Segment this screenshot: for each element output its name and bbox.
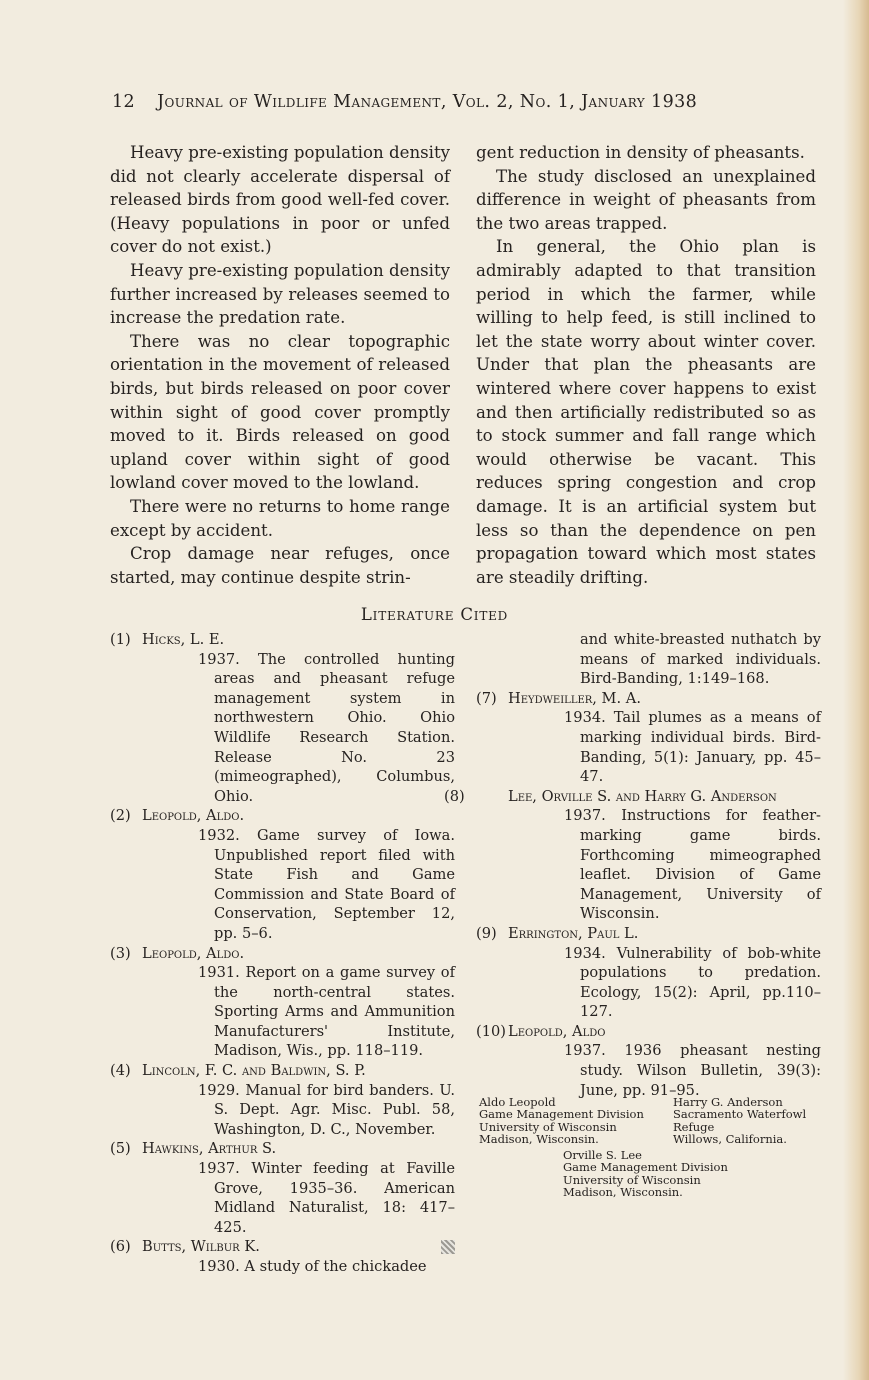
body-column-left <box>110 141 450 589</box>
reference-text: 1932. Game survey of Iowa. Unpublished report filed with State Fish and Game Commission and State Board of Conservation, September 12, pp. 5–6. <box>198 826 455 942</box>
references-column-left <box>110 630 455 1277</box>
reference-text: 1937. 1936 pheasant nesting study. Wilson Bulletin, 39(3): June, pp. 91–95. <box>564 1042 821 1099</box>
reference-author: Leopold, Aldo. <box>142 807 245 825</box>
reference-item <box>110 1139 455 1237</box>
reference-number: (3) <box>110 944 131 962</box>
page-edge-stain <box>843 0 869 1380</box>
body-paragraph: Crop damage near refuges, once started, may continue despite strin- <box>110 544 450 587</box>
body-paragraph: In general, the Ohio plan is admirably adapted to that transition period in which the farmer, while willing to help feed, is still inclined to let the state worry about winter cover. Under that plan the pheasants are wintered where cover happens to exist and then artificially redistributed so as to stock summer and fall range which would otherwise be vacant. This reduces spring congestion and crop damage. It is an artificial system but less so than the dependence on pen propagation toward which most states are steadily drifting. <box>476 237 816 587</box>
reference-item <box>110 1237 455 1276</box>
reference-item <box>476 1022 821 1100</box>
reference-number: (9) <box>476 924 497 942</box>
library-stamp-icon <box>441 1240 455 1254</box>
body-column-right <box>476 141 816 589</box>
reference-number: (7) <box>476 689 497 707</box>
body-paragraph: There was no clear topographic orientation in the movement of released birds, but birds released on poor cover within sight of good cover promptly moved to it. Birds released on good upland cover within sight of good lowland cover moved to the lowland. <box>110 331 450 493</box>
reference-number: (4) <box>110 1062 131 1080</box>
reference-text: 1930. A study of the chickadee <box>198 1258 427 1275</box>
reference-text: 1937. Winter feeding at Faville Grove, 1935–36. American Midland Naturalist, 18: 417–425. <box>198 1160 455 1236</box>
body-paragraph: Heavy pre-existing population density did not clearly accelerate dispersal of released birds from good well-fed cover. (Heavy populations in poor or unfed cover do not exist.) <box>110 143 450 257</box>
body-paragraph: The study disclosed an unexplained difference in weight of pheasants from the two areas trapped. <box>476 166 816 233</box>
reference-text: 1931. Report on a game survey of the north-central states. Sporting Arms and Ammunition Manufacturers' Institute, Madison, Wis., pp. 118–119. <box>198 964 455 1060</box>
reference-text: and white-breasted nuthatch by means of marked individuals. Bird-Banding, 1:149–168. <box>580 631 821 688</box>
reference-number: (5) <box>110 1140 131 1158</box>
reference-author: Butts, Wilbur K. <box>142 1238 260 1256</box>
author-signature-anderson: Harry G. Anderson Sacramento Waterfowl Refuge Willows, California. <box>673 1095 807 1147</box>
reference-item <box>110 944 455 1062</box>
reference-text: 1934. Vulnerability of bob-white populations to predation. Ecology, 15(2): April, pp.110–127. <box>564 944 821 1021</box>
page-number: 12 <box>112 92 136 112</box>
author-signature-leopold: Aldo Leopold Game Management Division University of Wisconsin Madison, Wisconsin. <box>479 1095 644 1147</box>
running-header <box>112 92 772 112</box>
reference-item <box>476 924 821 1022</box>
reference-author: Errington, Paul L. <box>508 924 639 942</box>
reference-author: Lincoln, F. C. and Baldwin, S. P. <box>142 1062 366 1080</box>
reference-author: Heydweiller, M. A. <box>508 689 641 707</box>
reference-text: 1937. The controlled hunting areas and pheasant refuge management system in northwestern Ohio. Ohio Wildlife Research Station. Release No. 23 (mimeographed), Columbus, Ohio. <box>198 650 455 805</box>
journal-title: Journal of Wildlife Management, Vol. 2, No. 1, January 1938 <box>157 92 698 112</box>
reference-text: 1937. Instructions for feather-marking game birds. Forthcoming mimeographed leaflet. Division of Game Management, University of Wisconsin. <box>564 807 821 923</box>
body-paragraph: There were no returns to home range except by accident. <box>110 496 450 540</box>
reference-number: (1) <box>110 631 131 648</box>
reference-author: Leopold, Aldo. <box>142 944 245 962</box>
body-paragraph: Heavy pre-existing population density further increased by releases seemed to increase the predation rate. <box>110 260 450 328</box>
reference-author: Leopold, Aldo <box>508 1022 606 1040</box>
reference-item <box>110 630 455 806</box>
reference-number: (8) <box>444 787 465 805</box>
reference-text: 1934. Tail plumes as a means of marking individual birds. Bird-Banding, 5(1): January, pp. 45–47. <box>564 709 821 786</box>
reference-author: Lee, Orville S. and Harry G. Anderson <box>508 787 777 805</box>
body-paragraph-continuation: gent reduction in density of pheasants. <box>476 143 805 162</box>
reference-number: (10) <box>476 1022 506 1040</box>
section-title-literature-cited: Literature Cited <box>360 605 509 624</box>
reference-item <box>110 1061 455 1139</box>
reference-number: (2) <box>110 807 131 825</box>
references-column-right <box>444 630 821 1100</box>
reference-text: 1929. Manual for bird banders. U. S. Dept. Agr. Misc. Publ. 58, Washington, D. C., November. <box>198 1081 455 1138</box>
reference-number: (6) <box>110 1238 131 1256</box>
reference-item-continuation <box>476 630 821 689</box>
author-signature-lee: Orville S. Lee Game Management Division University of Wisconsin Madison, Wisconsin. <box>563 1148 728 1200</box>
reference-author: Hicks, L. E. <box>142 631 225 648</box>
reference-item <box>110 806 455 943</box>
reference-item <box>476 689 821 787</box>
reference-author: Hawkins, Arthur S. <box>142 1140 277 1158</box>
reference-item <box>444 787 821 924</box>
